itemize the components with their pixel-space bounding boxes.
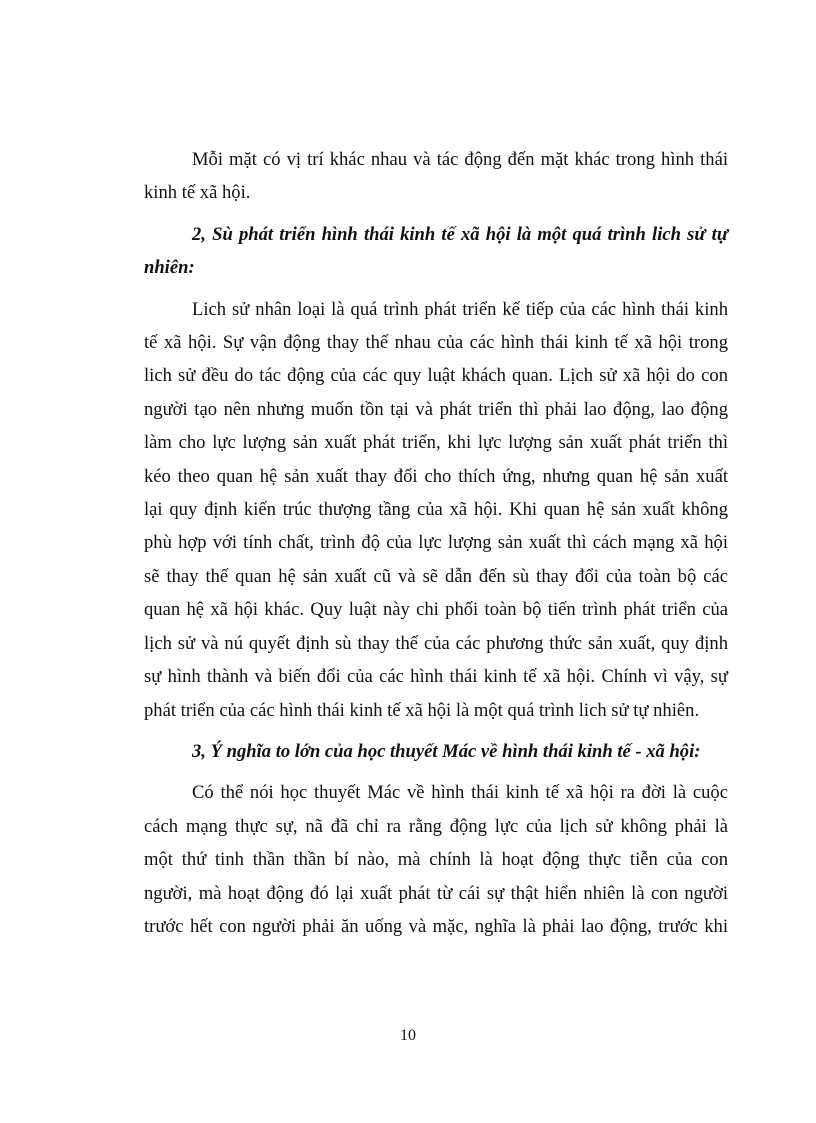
text-line: lịch sử và nú quyết định sù thay thế của các phương thức sản xuất, quy định xyxy=(144,632,728,654)
text-line: Lich sử nhân loại là quá trình phát triển kế tiếp của các hình thái kinh xyxy=(192,298,728,320)
text-line: làm cho lực lượng sản xuất phát triển, khi lực lượng sản xuất phát triển thì xyxy=(144,432,728,454)
document-body xyxy=(144,143,728,943)
text-line: kéo theo quan hệ sản xuất thay đổi cho thích ứng, nhưng quan hệ sản xuất xyxy=(144,465,728,487)
heading-line: 2, Sù phát triển hình thái kinh tế xã hội là một quá trình lich sử tự xyxy=(192,223,728,245)
text-line: phát triển của các hình thái kinh tế xã hội là một quá trình lich sử tự nhiên. xyxy=(144,699,700,721)
text-line: sẽ thay thế quan hệ sản xuất cũ và sẽ dẫn đến sù thay đổi của toàn bộ các xyxy=(144,565,728,587)
text-line: tế xã hội. Sự vận động thay thế nhau của các hình thái kinh tế xã hội trong xyxy=(144,332,728,354)
heading-line: 3, Ý nghĩa to lớn của học thuyết Mác về hình thái kinh tế - xã hội: xyxy=(192,740,701,762)
text-line: người, mà hoạt động đó lại xuất phát từ cái sự thật hiển nhiên là con người xyxy=(144,882,728,904)
section-heading-2 xyxy=(144,218,728,285)
text-line: lich sử đều do tác động của các quy luật khách quan. Lịch sử xã hội do con xyxy=(144,365,728,387)
text-line: quan hệ xã hội khác. Quy luật này chi phối toàn bộ tiến trình phát triển của xyxy=(144,599,728,621)
text-line: sự hình thành và biến đổi của các hình thái kinh tế xã hội. Chính vì vậy, sự xyxy=(144,666,728,688)
text-line: một thứ tinh thần thần bí nào, mà chính là hoạt động thực tiễn của con xyxy=(144,849,728,871)
text-line: trước hết con người phải ăn uống và mặc, nghĩa là phải lao động, trước khi xyxy=(144,915,728,937)
text-line: Có thể nói học thuyết Mác về hình thái kinh tế xã hội ra đời là cuộc xyxy=(192,782,728,804)
text-line: cách mạng thực sự, nã đã chỉ ra rằng động lực của lịch sử không phải là xyxy=(144,815,728,837)
heading-line: nhiên: xyxy=(144,257,195,279)
paragraph-1 xyxy=(144,143,728,210)
page-number: 10 xyxy=(400,1027,416,1044)
text-line: Mỗi mặt có vị trí khác nhau và tác động đến mặt khác trong hình thái xyxy=(192,149,728,170)
text-line: kinh tế xã hội. xyxy=(144,182,251,204)
paragraph-2 xyxy=(144,293,728,727)
paragraph-3 xyxy=(144,776,728,943)
text-line: phù hợp với tính chất, trình độ của lực lượng sản xuất thì cách mạng xã hội xyxy=(144,532,728,554)
text-line: người tạo nên nhưng muốn tồn tại và phát triển thì phải lao động, lao động xyxy=(144,398,728,420)
text-line: lại quy định kiến trúc thượng tầng của xã hội. Khi quan hệ sản xuất không xyxy=(144,499,728,521)
section-heading-3 xyxy=(144,735,728,768)
